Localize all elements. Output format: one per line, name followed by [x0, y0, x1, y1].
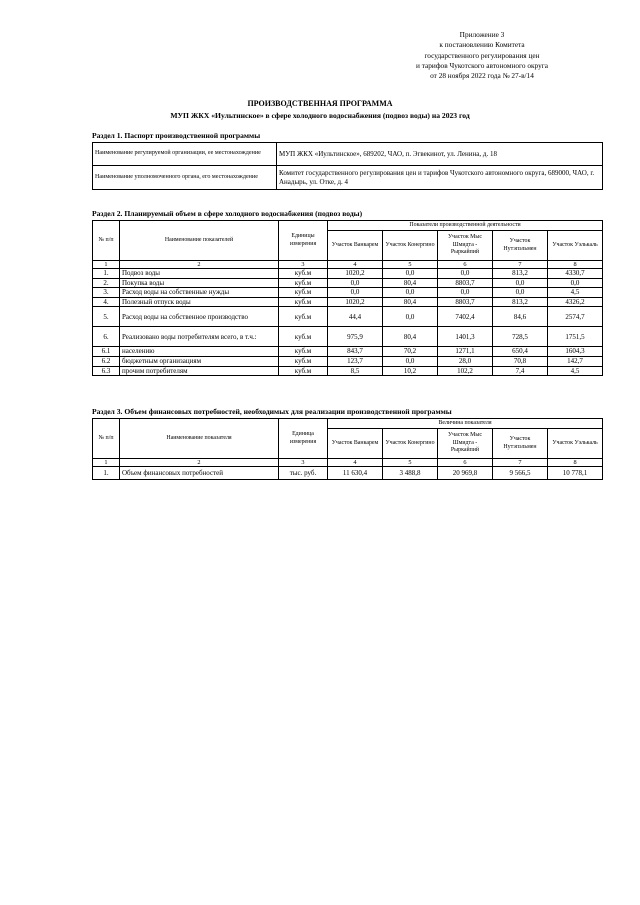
row-name: Подвоз воды — [120, 269, 279, 279]
document-title: ПРОИЗВОДСТВЕННАЯ ПРОГРАММА — [247, 99, 393, 108]
cell-value: 1020,2 — [328, 297, 383, 307]
col-header-name: Наименование показателей — [120, 221, 279, 261]
column-number: 3 — [279, 261, 328, 269]
cell-value: 2574,7 — [548, 307, 603, 327]
site-header: Участок Нутэпэльмен — [493, 231, 548, 261]
cell-value: 4,5 — [548, 366, 603, 376]
table-row — [93, 307, 603, 327]
cell-value: 70,8 — [493, 356, 548, 366]
col-header-name: Наименование показателя — [120, 419, 279, 459]
site-header: Участок Мыс Шмидта - Рыркайпий — [438, 429, 493, 459]
site-header: Участок Уэлькаль — [548, 429, 603, 459]
passport-label: Наименование уполномоченного органа, его местонахождение — [93, 166, 277, 190]
column-number: 8 — [548, 261, 603, 269]
cell-value: 80,4 — [383, 327, 438, 347]
row-number: 6.1 — [93, 347, 120, 357]
row-number: 6.2 — [93, 356, 120, 366]
row-unit: куб.м — [279, 366, 328, 376]
cell-value: 0,0 — [548, 278, 603, 288]
cell-value: 0,0 — [383, 307, 438, 327]
table-row — [93, 288, 603, 298]
cell-value: 70,2 — [383, 347, 438, 357]
cell-value: 28,0 — [438, 356, 493, 366]
column-number: 6 — [438, 261, 493, 269]
appendix-line: государственного регулирования цен — [424, 50, 540, 60]
row-name: прочим потребителям — [120, 366, 279, 376]
section3-heading: Раздел 3. Объем финансовых потребностей, необходимых для реализации производственной программы — [92, 407, 452, 416]
cell-value: 9 566,5 — [493, 467, 548, 480]
cell-value: 123,7 — [328, 356, 383, 366]
cell-value: 0,0 — [328, 278, 383, 288]
site-header: Участок Ванкарем — [328, 429, 383, 459]
row-number: 6. — [93, 327, 120, 347]
cell-value: 20 969,8 — [438, 467, 493, 480]
column-number: 8 — [548, 459, 603, 467]
cell-value: 10 778,1 — [548, 467, 603, 480]
column-number: 2 — [120, 261, 279, 269]
cell-value: 813,2 — [493, 269, 548, 279]
table-row — [93, 269, 603, 279]
row-number: 4. — [93, 297, 120, 307]
table-row — [93, 327, 603, 347]
column-number: 7 — [493, 459, 548, 467]
row-name: Реализовано воды потребителям всего, в т.ч.: — [120, 327, 279, 347]
appendix-line: и тарифов Чукотского автономного округа — [416, 60, 548, 70]
appendix-line: от 28 ноября 2022 года № 27-в/14 — [430, 71, 534, 81]
cell-value: 84,6 — [493, 307, 548, 327]
passport-value: МУП ЖКХ «Иультинское», 689202, ЧАО, п. Эгвекинот, ул. Ленина, д. 18 — [277, 143, 603, 166]
table-row — [93, 356, 603, 366]
row-name: Полезный отпуск воды — [120, 297, 279, 307]
appendix-line: к постановлению Комитета — [439, 40, 525, 50]
column-number-row — [93, 261, 603, 269]
row-name: Объем финансовых потребностей — [120, 467, 279, 480]
site-header: Участок Мыс Шмидта - Рыркайпий — [438, 231, 493, 261]
section2-heading: Раздел 2. Планируемый объем в сфере холодного водоснабжения (подвоз воды) — [92, 209, 363, 218]
row-unit: куб.м — [279, 347, 328, 357]
site-header: Участок Конергино — [383, 429, 438, 459]
table-row — [93, 467, 603, 480]
cell-value: 8803,7 — [438, 297, 493, 307]
cell-value: 975,9 — [328, 327, 383, 347]
cell-value: 813,2 — [493, 297, 548, 307]
row-name: бюджетным организациям — [120, 356, 279, 366]
row-name: Покупка воды — [120, 278, 279, 288]
col-header-unit: Единицы измерения — [279, 221, 328, 261]
cell-value: 8803,7 — [438, 278, 493, 288]
cell-value: 1271,1 — [438, 347, 493, 357]
cell-value: 142,7 — [548, 356, 603, 366]
table-row — [93, 366, 603, 376]
cell-value: 44,4 — [328, 307, 383, 327]
row-unit: куб.м — [279, 307, 328, 327]
row-number: 1. — [93, 467, 120, 480]
cell-value: 7402,4 — [438, 307, 493, 327]
group-header: Показатели производственной деятельности — [328, 221, 603, 231]
column-number: 7 — [493, 261, 548, 269]
row-unit: куб.м — [279, 269, 328, 279]
row-unit: тыс. руб. — [279, 467, 328, 480]
cell-value: 10,2 — [383, 366, 438, 376]
cell-value: 650,4 — [493, 347, 548, 357]
cell-value: 0,0 — [383, 356, 438, 366]
column-number: 2 — [120, 459, 279, 467]
passport-label: Наименование регулируемой организации, ее местонахождение — [93, 143, 277, 166]
row-unit: куб.м — [279, 278, 328, 288]
cell-value: 0,0 — [328, 288, 383, 298]
volume-table — [92, 220, 603, 376]
cell-value: 0,0 — [438, 288, 493, 298]
row-unit: куб.м — [279, 297, 328, 307]
cell-value: 0,0 — [493, 288, 548, 298]
row-number: 6.3 — [93, 366, 120, 376]
column-number: 1 — [93, 459, 120, 467]
document-subtitle: МУП ЖКХ «Иультинское» в сфере холодного водоснабжения (подвоз воды) на 2023 год — [170, 111, 470, 120]
column-number: 3 — [279, 459, 328, 467]
row-number: 1. — [93, 269, 120, 279]
table-row — [93, 278, 603, 288]
col-header-no: № п/п — [93, 221, 120, 261]
column-number: 5 — [383, 261, 438, 269]
cell-value: 80,4 — [383, 297, 438, 307]
cell-value: 8,5 — [328, 366, 383, 376]
cell-value: 1751,5 — [548, 327, 603, 347]
cell-value: 3 488,8 — [383, 467, 438, 480]
column-number: 6 — [438, 459, 493, 467]
cell-value: 0,0 — [438, 269, 493, 279]
section1-heading: Раздел 1. Паспорт производственной программы — [92, 131, 261, 140]
row-number: 3. — [93, 288, 120, 298]
cell-value: 843,7 — [328, 347, 383, 357]
site-header: Участок Нутэпэльмен — [493, 429, 548, 459]
row-unit: куб.м — [279, 356, 328, 366]
column-number: 1 — [93, 261, 120, 269]
cell-value: 7,4 — [493, 366, 548, 376]
cell-value: 1401,3 — [438, 327, 493, 347]
cell-value: 4326,2 — [548, 297, 603, 307]
cell-value: 4,5 — [548, 288, 603, 298]
passport-value: Комитет государственного регулирования цен и тарифов Чукотского автономного округа, 689000, ЧАО, г. Анадырь, ул. Отке, д. 4 — [277, 166, 603, 190]
column-number: 4 — [328, 459, 383, 467]
cell-value: 0,0 — [383, 288, 438, 298]
cell-value: 4330,7 — [548, 269, 603, 279]
col-header-no: № п/п — [93, 419, 120, 459]
row-unit: куб.м — [279, 327, 328, 347]
column-number-row — [93, 459, 603, 467]
cell-value: 80,4 — [383, 278, 438, 288]
appendix-block — [382, 30, 582, 81]
row-name: Расход воды на собственное производство — [120, 307, 279, 327]
row-unit: куб.м — [279, 288, 328, 298]
cell-value: 0,0 — [493, 278, 548, 288]
row-number: 2. — [93, 278, 120, 288]
cell-value: 1020,2 — [328, 269, 383, 279]
appendix-line: Приложение 3 — [459, 30, 505, 39]
table-row — [93, 297, 603, 307]
row-name: Расход воды на собственные нужды — [120, 288, 279, 298]
cell-value: 0,0 — [383, 269, 438, 279]
site-header: Участок Уэлькаль — [548, 231, 603, 261]
table-row — [93, 347, 603, 357]
group-header: Величина показателя — [328, 419, 603, 429]
passport-table — [92, 142, 603, 190]
passport-row — [93, 166, 603, 190]
site-header: Участок Ванкарем — [328, 231, 383, 261]
finance-table — [92, 418, 603, 480]
cell-value: 1604,3 — [548, 347, 603, 357]
col-header-unit: Единица измерения — [279, 419, 328, 459]
column-number: 5 — [383, 459, 438, 467]
cell-value: 11 630,4 — [328, 467, 383, 480]
cell-value: 102,2 — [438, 366, 493, 376]
column-number: 4 — [328, 261, 383, 269]
cell-value: 728,5 — [493, 327, 548, 347]
passport-row — [93, 143, 603, 166]
row-number: 5. — [93, 307, 120, 327]
row-name: населению — [120, 347, 279, 357]
site-header: Участок Конергино — [383, 231, 438, 261]
